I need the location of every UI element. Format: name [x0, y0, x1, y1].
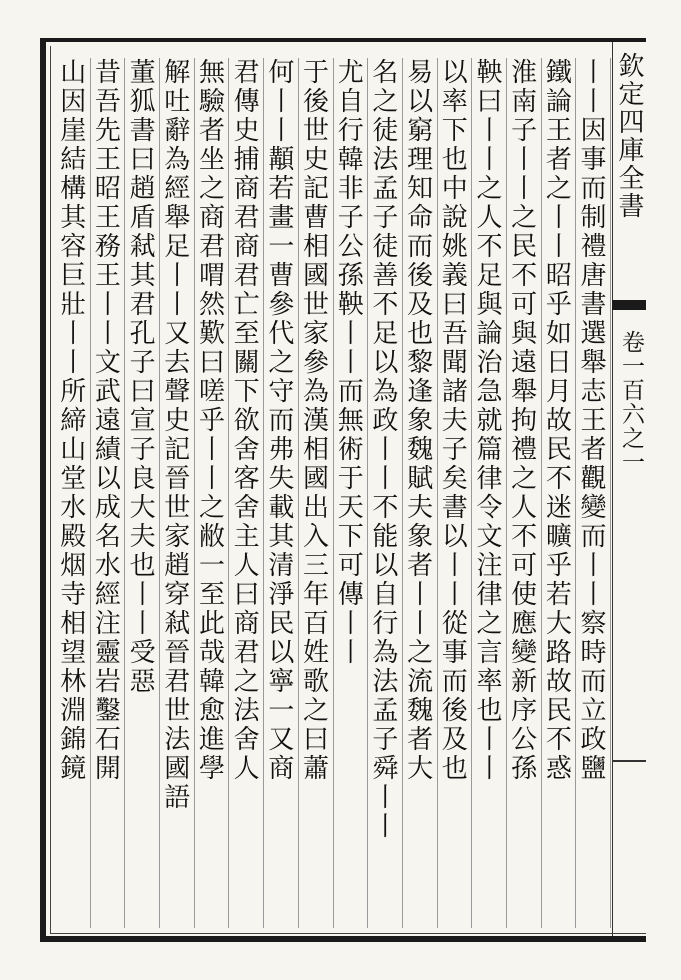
fold-divider-line — [612, 760, 646, 762]
text-column-5: 以率下也中說姚義曰吾聞諸夫子矣書以丨丨從事而後及也 — [438, 58, 473, 928]
text-column-8: 尤自行韓非子公孫鞅丨丨而無術于天下可傳丨丨 — [334, 58, 369, 928]
text-column-7: 名之徒法孟子徒善不足以為政丨丨不能以自行為法孟子舜丨丨 — [368, 58, 403, 928]
text-column-12: 無驗者坐之商君喟然歎曰嗟乎丨丨之敝一至此哉韓愈進學 — [195, 58, 230, 928]
text-column-15: 昔吾先王昭王務王丨丨文武遠績以成名水經注靈岩鑿石開 — [91, 58, 126, 928]
text-column-14: 董狐書曰趙盾弒其君孔子曰宣子良大夫也丨丨受惡 — [125, 58, 160, 928]
text-column-10: 何丨丨顜若畫一曹參代之守而弗失載其清淨民以寧一又商 — [264, 58, 299, 928]
text-column-16: 山因崖結構其容巨壯丨丨所締山堂水殿烟寺相望林淵錦鏡 — [56, 58, 91, 928]
text-column-9: 于後世史記曹相國世家參為漢相國出入三年百姓歌之曰蕭 — [299, 58, 334, 928]
text-column-1: 丨丨因事而制禮唐書選舉志王者觀變而丨丨察時而立政鹽 — [576, 58, 611, 928]
text-column-11: 君傳史捕商君商君亡至關下欲舍客舍主人曰商君之法舍人 — [229, 58, 264, 928]
text-column-6: 易以窮理知命而後及也黎逢象魏賦夫象者丨丨之流魏者大 — [403, 58, 438, 928]
fold-divider-bar — [612, 300, 646, 310]
library-title: 欽定四庫全書 — [614, 52, 644, 220]
text-column-4: 鞅曰丨丨之人不足與論治急就篇律令文注律之言率也丨丨 — [472, 58, 507, 928]
text-column-2: 鐵論王者之丨丨昭乎如日月故民不迷曠乎若大路故民不惑 — [542, 58, 577, 928]
text-column-13: 解吐辭為經舉足丨丨又去聲史記晉世家趙穿弒晉君世法國語 — [160, 58, 195, 928]
chapter-label: 卷一百六之一 — [618, 330, 644, 474]
text-column-3: 淮南子丨丨之民不可與遠舉拘禮之人不可使應變新序公孫 — [507, 58, 542, 928]
